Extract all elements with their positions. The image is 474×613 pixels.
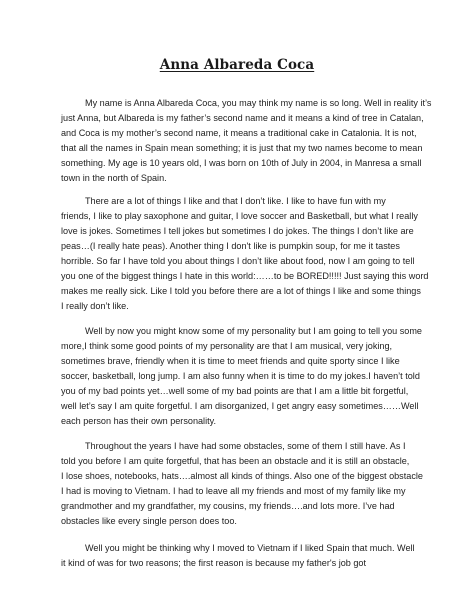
text-line: that all the names in Spain mean something; it is just that my two names become to mean xyxy=(61,143,423,153)
text-line: more,I think some good points of my personality are that I am musical, very joking, xyxy=(61,341,393,351)
text-line: Well you might be thinking why I moved to Vietnam if I liked Spain that much. Well xyxy=(85,543,415,553)
text-line: friends, I like to play saxophone and guitar, I love soccer and Basketball, but what I really xyxy=(61,211,418,221)
document-title: Anna Albareda Coca xyxy=(159,57,315,73)
text-line: told you before I am quite forgetful, that has been an obstacle and it is still an obstacle, xyxy=(61,456,410,466)
text-line: just Anna, but Albareda is my father’s second name and it means a kind of tree in Catalan, xyxy=(61,113,424,123)
text-line: town in the north of Spain. xyxy=(61,173,167,183)
text-line: Well by now you might know some of my personality but I am going to tell you some xyxy=(85,326,422,336)
text-line: sometimes brave, friendly when it is time to meet friends and quite sporty since I like xyxy=(61,356,400,366)
paragraph-moving-to-vietnam xyxy=(61,541,421,571)
text-line: each person has their own personality. xyxy=(61,416,217,426)
paragraph-obstacles xyxy=(61,439,421,529)
text-line: grandmother and my grandfather, my cousins, my friends….and lots more. I’ve had xyxy=(61,501,395,511)
text-line: I really don’t like. xyxy=(61,301,129,311)
text-line: My name is Anna Albareda Coca, you may think my name is so long. Well in reality it’s xyxy=(85,98,432,108)
text-line: it kind of was for two reasons; the first reason is because my father's job got xyxy=(61,558,367,568)
text-line: love is jokes. Sometimes I tell jokes but sometimes I do jokes. The things I don’t like are xyxy=(61,226,414,236)
text-line: makes me really sick. Like I told you before there are a lot of things I like and some things xyxy=(61,286,421,296)
text-line: There are a lot of things I like and that I don’t like. I like to have fun with my xyxy=(85,196,386,206)
text-line: you one of the biggest things I hate in this world:……to be BORED!!!!! Just saying this word xyxy=(61,271,429,281)
paragraph-introduction xyxy=(61,96,432,186)
text-line: something. My age is 10 years old, I was born on 10th of July in 2004, in Manresa a small xyxy=(61,158,422,168)
text-line: you of my bad points yet…well some of my bad points are that I am a little bit forgetful, xyxy=(61,386,409,396)
text-line: well let’s say I am quite forgetful. I am disorganized, I get angry easy sometimes……Well xyxy=(61,401,419,411)
text-line: soccer, basketball, long jump. I am also funny when it is time to do my jokes.I haven’t told xyxy=(61,371,420,381)
text-line: I had is moving to Vietnam. I had to leave all my friends and most of my family like my xyxy=(61,486,406,496)
paragraph-likes-dislikes xyxy=(61,194,429,314)
text-line: Throughout the years I have had some obstacles, some of them I still have. As I xyxy=(85,441,406,451)
text-line: obstacles like every single person does too. xyxy=(61,516,237,526)
text-line: horrible. So far I have told you about things I don’t like about food, now I am going to tell xyxy=(61,256,415,266)
paragraph-personality xyxy=(61,324,421,429)
text-line: and Coca is my mother’s second name, it means a traditional cake in Catalonia. It is not, xyxy=(61,128,417,138)
text-line: peas…(I really hate peas). Another thing I don't like is pumpkin soup, for me it tastes xyxy=(61,241,400,251)
text-line: I lose shoes, notebooks, hats….almost all kinds of things. Also one of the biggest obstacle xyxy=(61,471,423,481)
